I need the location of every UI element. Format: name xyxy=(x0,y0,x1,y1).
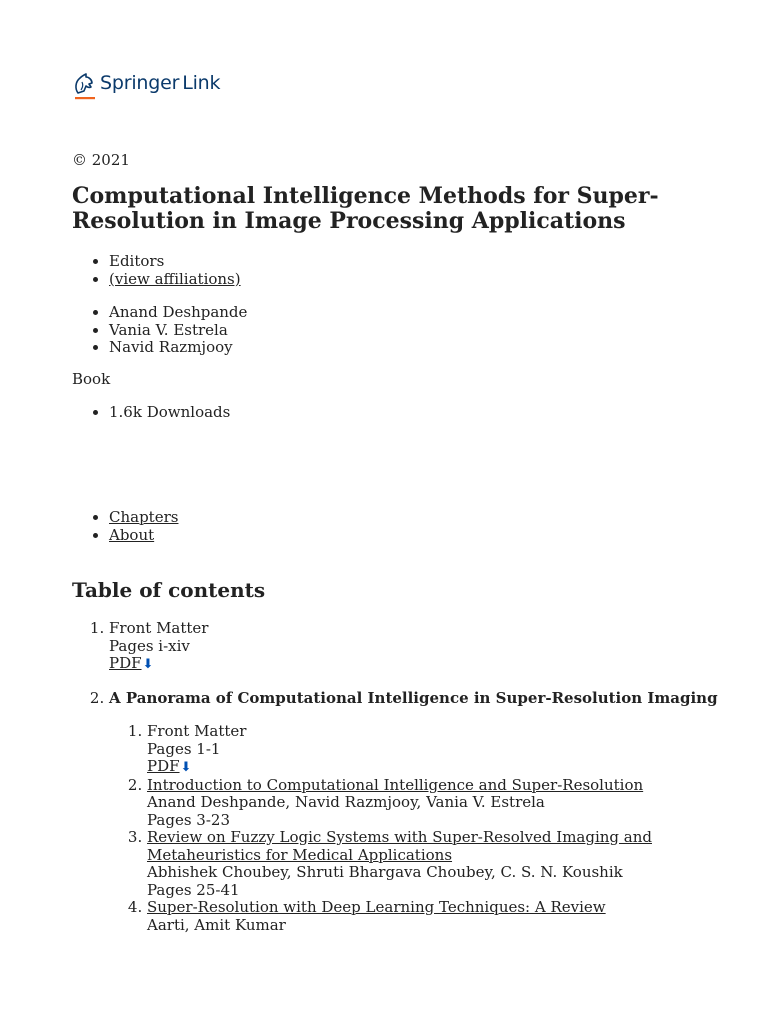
toc-part xyxy=(109,690,739,935)
chapter-item xyxy=(147,777,737,830)
view-affiliations-link[interactable]: (view affiliations) xyxy=(109,269,241,288)
editors-header-list xyxy=(109,253,241,288)
tab-about-item xyxy=(109,527,178,545)
chapter-title-link[interactable]: 2. Introduction to Computational Intelligence and Super-Resolution xyxy=(147,775,644,794)
content-type-label: Book xyxy=(72,370,111,388)
part-chapter-list xyxy=(147,723,737,934)
brand-wordmark xyxy=(100,72,221,94)
springer-link-logo[interactable] xyxy=(72,72,220,102)
pdf-label: PDF xyxy=(109,654,142,672)
editors-label: • Editors xyxy=(109,253,241,271)
front-matter-label: 1. Front Matter xyxy=(109,619,209,637)
chapter-item xyxy=(147,829,737,899)
download-icon[interactable]: ⬇ xyxy=(180,760,192,775)
springer-horse-icon xyxy=(72,72,96,102)
front-matter-pages: Pages i-xiv xyxy=(109,636,190,655)
table-of-contents xyxy=(109,620,739,934)
chapter-item xyxy=(147,723,737,777)
editor-name: • Anand Deshpande xyxy=(109,304,247,322)
chapter-pages: Pages 25-41 xyxy=(147,880,240,899)
editor-name: • Navid Razmjooy xyxy=(109,339,247,357)
metrics-list xyxy=(109,404,230,422)
toc-front-matter xyxy=(109,620,739,674)
table-of-contents-heading: Table of contents xyxy=(72,578,266,602)
chapter-authors: Aarti, Amit Kumar xyxy=(147,915,286,934)
chapter-pages: Pages 3-23 xyxy=(147,810,231,829)
tab-chapters-item xyxy=(109,509,178,527)
download-icon[interactable]: ⬇ xyxy=(142,657,154,672)
part-title: A Panorama of Computational Intelligence in Super-Resolution Imaging xyxy=(109,688,718,707)
brand-suffix: Link xyxy=(182,72,221,94)
view-affiliations-item xyxy=(109,271,241,289)
book-title: Computational Intelligence Methods for Super-Resolution in Image Processing Applications xyxy=(72,183,659,234)
chapter-item xyxy=(147,899,737,934)
copyright-year: © 2021 xyxy=(72,151,130,169)
brand-name: Springer xyxy=(100,72,180,94)
tab-chapters[interactable]: Chapters xyxy=(109,508,179,526)
pdf-label: PDF xyxy=(147,757,180,775)
content-tabs xyxy=(109,509,178,544)
editor-names-list xyxy=(109,304,247,357)
front-matter-pdf-link[interactable] xyxy=(109,654,142,672)
editor-name: • Vania V. Estrela xyxy=(109,322,247,340)
chapter-title-link[interactable]: 4. Super-Resolution with Deep Learning Techniques: A Review xyxy=(147,898,606,916)
chapter-front-matter: 1. Front Matter xyxy=(147,722,247,740)
chapter-pdf-link[interactable] xyxy=(147,757,180,775)
chapter-pages: Pages 1-1 xyxy=(147,739,221,758)
chapter-authors: Anand Deshpande, Navid Razmjooy, Vania V. Estrela xyxy=(147,793,545,811)
download-count: • 1.6k Downloads xyxy=(109,404,230,422)
chapter-title-link[interactable]: 3. Review on Fuzzy Logic Systems with Super-Resolved Imaging and Metaheuristics for Medical Applications xyxy=(147,828,652,864)
tab-about[interactable]: About xyxy=(109,525,155,544)
chapter-authors: Abhishek Choubey, Shruti Bhargava Choubey, C. S. N. Koushik xyxy=(147,863,623,881)
